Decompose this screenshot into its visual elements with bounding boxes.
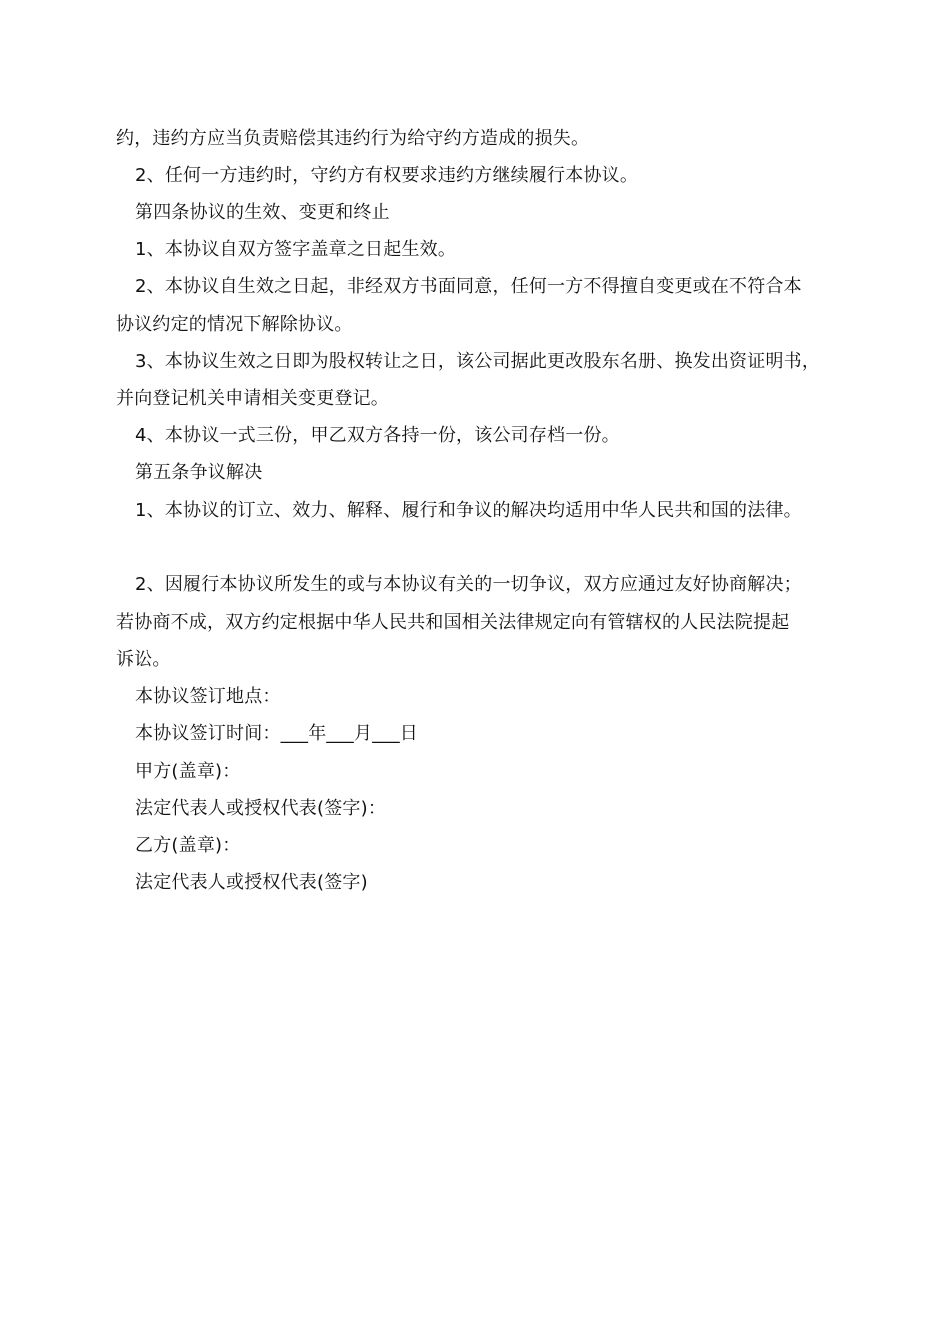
clause-text-line: 2、任何一方违约时，守约方有权要求违约方继续履行本协议。 bbox=[135, 165, 639, 186]
clause-text-line: 诉讼。 bbox=[116, 649, 171, 670]
clause-text-line: 1、本协议自双方签字盖章之日起生效。 bbox=[135, 239, 457, 260]
article-heading: 第五条争议解决 bbox=[135, 462, 263, 483]
party-b-signature-field: 法定代表人或授权代表(签字) bbox=[135, 872, 368, 893]
clause-text-line: 3、本协议生效之日即为股权转让之日，该公司据此更改股东名册、换发出资证明书， bbox=[135, 351, 821, 372]
signing-place-field: 本协议签订地点： bbox=[135, 686, 281, 707]
clause-text-line: 若协商不成，双方约定根据中华人民共和国相关法律规定向有管辖权的人民法院提起 bbox=[116, 612, 790, 633]
party-a-signature-field: 法定代表人或授权代表(签字)： bbox=[135, 798, 387, 819]
clause-text-line: 2、因履行本协议所发生的或与本协议有关的一切争议，双方应通过友好协商解决； bbox=[135, 574, 802, 595]
signing-date-field: 本协议签订时间：___年___月___日 bbox=[135, 723, 418, 744]
party-b-seal-field: 乙方(盖章)： bbox=[135, 835, 241, 856]
clause-text-line: 4、本协议一式三份，甲乙双方各持一份，该公司存档一份。 bbox=[135, 425, 620, 446]
clause-text-line: 1、本协议的订立、效力、解释、履行和争议的解决均适用中华人民共和国的法律。 bbox=[135, 500, 802, 521]
party-a-seal-field: 甲方(盖章)： bbox=[135, 761, 241, 782]
clause-text-line: 并向登记机关申请相关变更登记。 bbox=[116, 388, 389, 409]
article-heading: 第四条协议的生效、变更和终止 bbox=[135, 202, 390, 223]
clause-text-line: 协议约定的情况下解除协议。 bbox=[116, 314, 353, 335]
clause-text-line: 约，违约方应当负责赔偿其违约行为给守约方造成的损失。 bbox=[116, 128, 590, 149]
clause-text-line: 2、本协议自生效之日起，非经双方书面同意，任何一方不得擅自变更或在不符合本 bbox=[135, 276, 802, 297]
